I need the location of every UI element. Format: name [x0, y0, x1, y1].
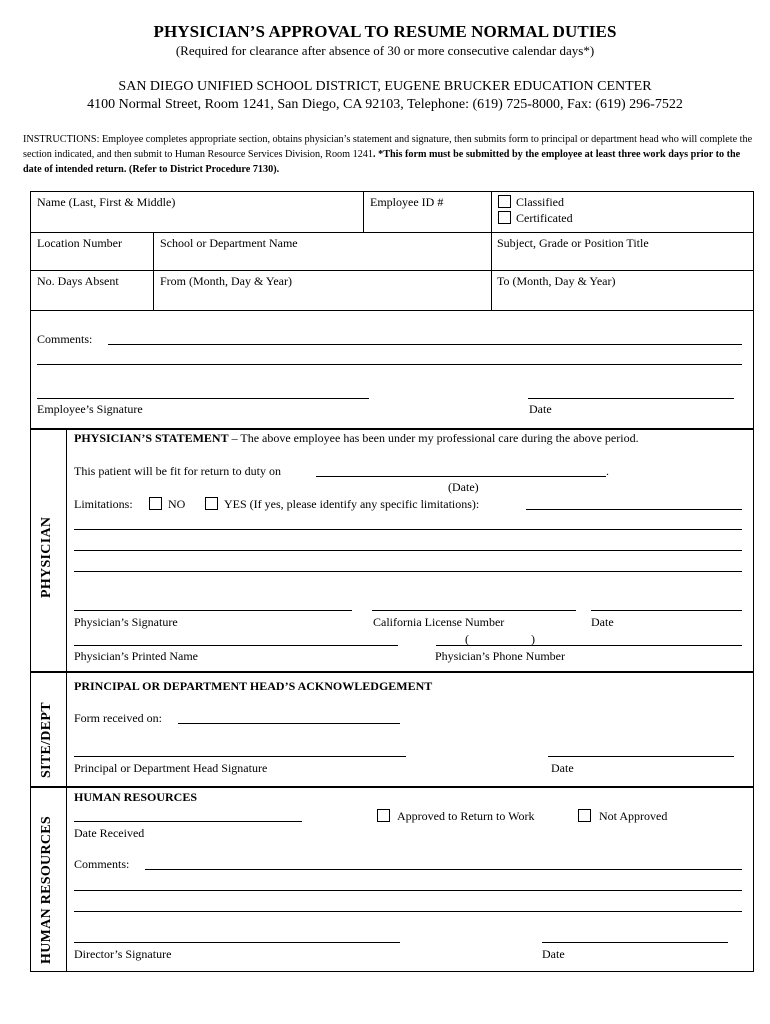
principal-date-line[interactable]	[548, 756, 734, 757]
limitations-yes-checkbox[interactable]	[205, 497, 218, 510]
physician-statement-text: – The above employee has been under my professional care during the above period.	[228, 431, 639, 445]
row-divider	[30, 270, 754, 271]
physician-side-label: PHYSICIAN	[39, 516, 54, 598]
physician-signature-label: Physician’s Signature	[74, 615, 178, 629]
employee-signature-label: Employee’s Signature	[37, 402, 143, 416]
school-label: School or Department Name	[160, 236, 298, 250]
employee-date-line[interactable]	[528, 398, 734, 399]
approved-label: Approved to Return to Work	[397, 809, 535, 823]
form-title: PHYSICIAN’S APPROVAL TO RESUME NORMAL DUTIES	[153, 22, 617, 41]
location-label: Location Number	[37, 236, 122, 250]
limitations-label: Limitations:	[74, 497, 133, 511]
to-date-label: To (Month, Day & Year)	[497, 274, 616, 288]
certificated-checkbox[interactable]	[498, 211, 511, 224]
instructions	[23, 132, 753, 177]
physician-date-line[interactable]	[591, 610, 742, 611]
license-number-line[interactable]	[372, 610, 576, 611]
limitations-yes-label: YES (If yes, please identify any specific limitations):	[224, 497, 480, 511]
director-signature-line[interactable]	[74, 942, 400, 943]
return-date-line[interactable]	[316, 476, 606, 477]
instructions-bold: . *This form must be submitted by the employee at least three work days prior to the date of intended return. (Refer to District Procedure 7130).	[23, 149, 741, 175]
district-address: 4100 Normal Street, Room 1241, San Diego, CA 92103, Telephone: (619) 725-8000, Fax: (619) 296-7522	[87, 97, 683, 112]
physician-printed-name-line[interactable]	[74, 645, 398, 646]
limitations-line[interactable]	[74, 529, 742, 530]
fit-for-duty-text: This patient will be fit for return to duty on	[74, 464, 281, 478]
principal-date-label: Date	[551, 761, 574, 775]
limitations-line[interactable]	[526, 509, 742, 510]
certificated-label: Certificated	[516, 211, 573, 225]
classified-checkbox[interactable]	[498, 195, 511, 208]
return-date-caption: (Date)	[448, 480, 479, 494]
site-heading: PRINCIPAL OR DEPARTMENT HEAD’S ACKNOWLEDGEMENT	[74, 679, 433, 693]
not-approved-checkbox[interactable]	[578, 809, 591, 822]
col-divider	[153, 232, 154, 310]
employee-comments-line[interactable]	[37, 364, 742, 365]
fit-for-duty-end: .	[606, 464, 609, 478]
form-received-line[interactable]	[178, 723, 400, 724]
form-received-label: Form received on:	[74, 711, 162, 725]
hr-side-label: HUMAN RESOURCES	[39, 815, 54, 964]
physician-printed-name-label: Physician’s Printed Name	[74, 649, 198, 663]
limitations-no-label: NO	[168, 497, 186, 511]
employee-id-label: Employee ID #	[370, 195, 444, 209]
employee-comments-line[interactable]	[108, 344, 742, 345]
hr-comments-line[interactable]	[74, 911, 742, 912]
not-approved-label: Not Approved	[599, 809, 668, 823]
limitations-line[interactable]	[74, 550, 742, 551]
employee-comments-label: Comments:	[37, 332, 93, 346]
phone-close-paren: )	[531, 632, 535, 646]
col-divider	[491, 191, 492, 310]
principal-signature-line[interactable]	[74, 756, 406, 757]
employee-signature-line[interactable]	[37, 398, 369, 399]
from-date-label: From (Month, Day & Year)	[160, 274, 292, 288]
hr-heading: HUMAN RESOURCES	[74, 790, 198, 804]
row-divider	[30, 232, 754, 233]
physician-signature-line[interactable]	[74, 610, 352, 611]
instructions-text: INSTRUCTIONS: Employee completes appropriate section, obtains physician’s statement and signature, then submits form to principal or department head who will complete the section indicated, and then submit to Human Resource Services Division, Room 1241	[23, 134, 753, 160]
site-dept-side-label: SITE/DEPT	[39, 702, 54, 778]
date-received-line[interactable]	[74, 821, 302, 822]
limitations-no-checkbox[interactable]	[149, 497, 162, 510]
phone-open-paren: (	[465, 632, 469, 646]
name-label: Name (Last, First & Middle)	[37, 195, 176, 209]
hr-comments-line[interactable]	[145, 869, 742, 870]
director-date-label: Date	[542, 947, 565, 961]
days-absent-label: No. Days Absent	[37, 274, 119, 288]
physician-phone-label: Physician’s Phone Number	[435, 649, 565, 663]
approved-checkbox[interactable]	[377, 809, 390, 822]
form-subtitle: (Required for clearance after absence of 30 or more consecutive calendar days*)	[175, 43, 595, 58]
physician-statement-heading: PHYSICIAN’S STATEMENT	[74, 431, 229, 445]
physician-date-label: Date	[591, 615, 614, 629]
license-number-label: California License Number	[373, 615, 505, 629]
classified-label: Classified	[516, 195, 564, 209]
subject-label: Subject, Grade or Position Title	[497, 236, 649, 250]
date-received-label: Date Received	[74, 826, 145, 840]
hr-comments-line[interactable]	[74, 890, 742, 891]
district-name: SAN DIEGO UNIFIED SCHOOL DISTRICT, EUGENE BRUCKER EDUCATION CENTER	[118, 79, 652, 94]
director-date-line[interactable]	[542, 942, 728, 943]
director-signature-label: Director’s Signature	[74, 947, 172, 961]
row-divider	[30, 310, 754, 311]
physician-phone-line[interactable]	[436, 645, 742, 646]
employee-date-label: Date	[529, 402, 552, 416]
principal-signature-label: Principal or Department Head Signature	[74, 761, 268, 775]
limitations-line[interactable]	[74, 571, 742, 572]
hr-comments-label: Comments:	[74, 857, 130, 871]
